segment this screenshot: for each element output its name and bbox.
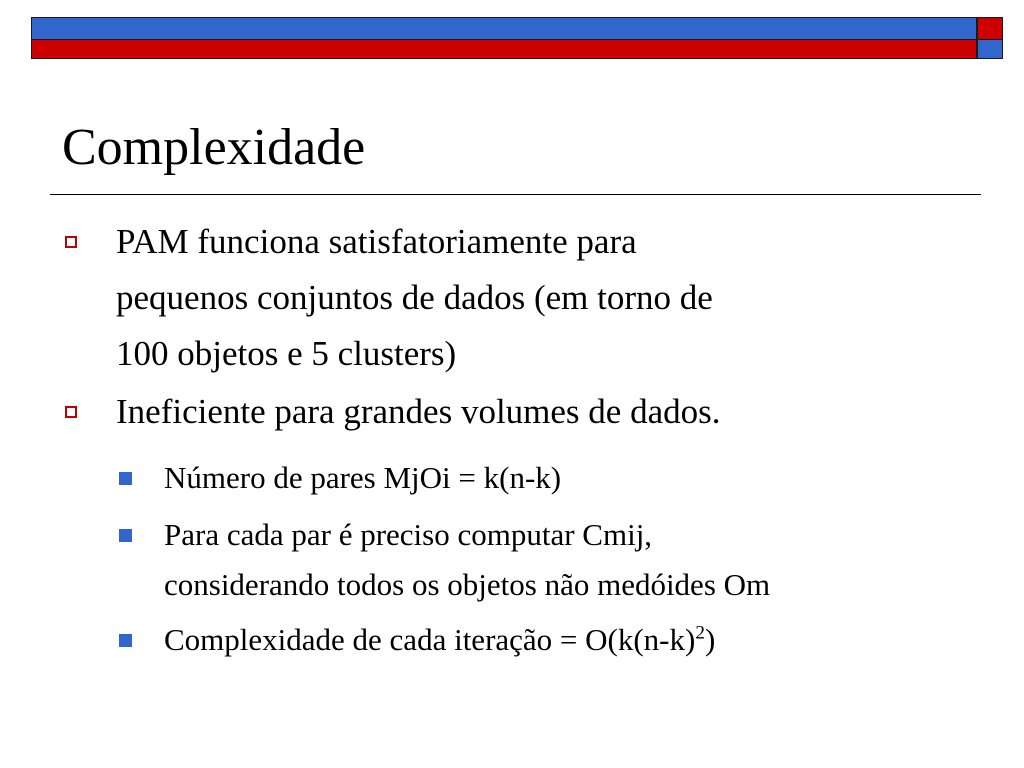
bullet-item [116,384,721,440]
filled-square-bullet-icon [119,472,132,485]
bullet-line: Ineficiente para grandes volumes de dados. [116,392,721,431]
bullet-item [116,214,713,382]
bullet-line: pequenos conjuntos de dados (em torno de [116,278,713,317]
bullet-line: PAM funciona satisfatoriamente para [116,222,637,261]
formula-exponent: 2 [695,622,705,644]
slide-title: Complexidade [62,119,366,176]
bullet-line: 100 objetos e 5 clusters) [116,334,457,373]
hollow-square-bullet-icon [65,406,77,418]
formula-closing: ) [704,622,716,657]
hollow-square-bullet-icon [65,236,77,248]
sub-bullet-line: Número de pares MjOi = k(n-k) [164,460,562,495]
sub-bullet-item [164,615,715,665]
formula-text: Complexidade de cada iteração = O(k(n-k) [164,622,696,657]
sub-bullet-line [164,615,715,665]
sub-bullet-item [164,453,561,503]
sub-bullet-line: Para cada par é preciso computar Cmij, [164,517,653,552]
filled-square-bullet-icon [119,634,132,647]
sub-bullet-item [164,510,770,610]
sub-bullet-line: considerando todos os objetos não medóides Om [164,567,771,602]
filled-square-bullet-icon [119,529,132,542]
